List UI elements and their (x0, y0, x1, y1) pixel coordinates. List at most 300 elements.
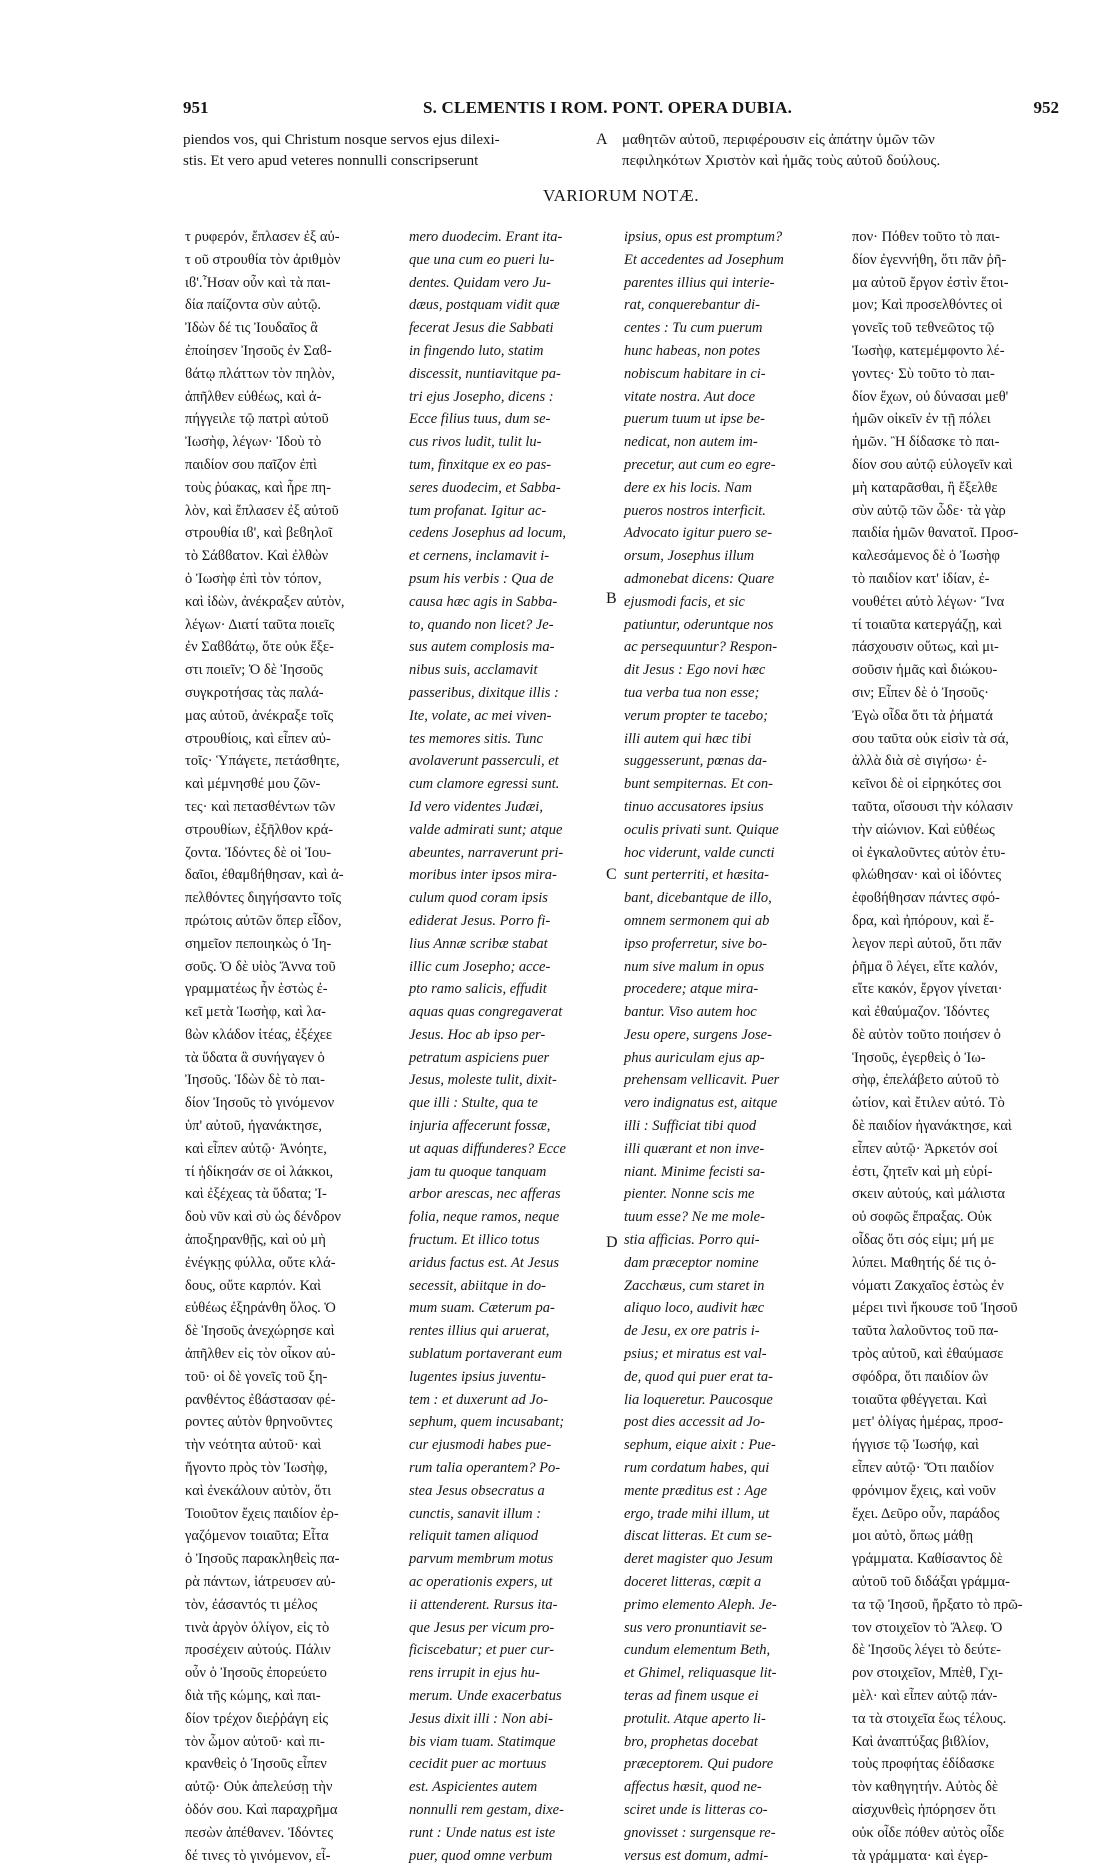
text-line: mero duodecim. Erant ita- (409, 229, 563, 245)
text-line: νόματι Ζακχαῖος ἑστὼς ἐν (852, 1277, 1004, 1294)
text-line: ἐν Σαϐϐάτῳ, ὅτε οὐκ ἔξε- (185, 639, 334, 656)
text-line: nobiscum habitare in ci- (624, 365, 766, 382)
text-line: σιν; Εἶπεν δὲ ὁ Ἰησοῦς· (852, 684, 989, 701)
text-line: bant, dicebantque de illo, (624, 890, 772, 907)
text-line: κρανθεὶς ὁ Ἰησοῦς εἶπεν (185, 1756, 327, 1773)
running-title: S. CLEMENTIS I ROM. PONT. OPERA DUBIA. (423, 98, 793, 117)
text-line: nedicat, non autem im- (624, 434, 758, 451)
text-line: cur ejusmodi habes pue- (409, 1437, 552, 1454)
text-line: psius; et miratus est val- (624, 1346, 767, 1363)
text-line: ἤγοντο πρὸς τὸν Ἰωσὴφ, (185, 1460, 328, 1477)
text-line: λὸν, καὶ ἔπλασεν ἐξ αὐτοῦ (185, 502, 339, 519)
column-greek-right (852, 226, 1060, 1864)
text-line: πήγγειλε τῷ πατρὶ αὐτοῦ (185, 411, 329, 428)
text-line: seres duodecim, et Sabba- (409, 479, 561, 496)
page-number-right: 952 (1033, 98, 1059, 117)
text-line: Ἰδὼν δέ τις Ἰουδαῖος ἃ (185, 320, 318, 337)
section-marker-a: A (596, 131, 608, 148)
text-line: στρουθία ιϐ', καὶ βεϐηλοῖ (185, 525, 333, 542)
text-line: rum talia operantem? Po- (409, 1460, 561, 1477)
text-line: τον στοιχεῖον τὸ Ἄλεφ. Ὁ (852, 1619, 1003, 1636)
text-line: δίον τρέχον διεῤῥάγη εἰς (185, 1710, 329, 1727)
text-line: post dies accessit ad Jo- (624, 1414, 765, 1431)
text-line: Advocato igitur puero se- (624, 525, 773, 542)
text-line: mente præditus est : Age (624, 1482, 768, 1499)
top-text-greek (622, 130, 1059, 172)
text-line: σοῦσιν ἡμᾶς καὶ διώκου- (852, 662, 998, 679)
text-line: ediderat Jesus. Porro fi- (409, 912, 551, 929)
text-line: rat, conquerebantur di- (624, 297, 760, 314)
text-line: orsum, Josephus illum (624, 548, 755, 565)
text-line: ὑπ' αὐτοῦ, ἠγανάκτησε, (185, 1118, 323, 1135)
text-line: εἴτε κακόν, ἔργον γίνεται· (852, 981, 1003, 998)
text-line: injuria affecerunt fossæ, (409, 1118, 551, 1135)
text-line: psum his verbis : Qua de (409, 570, 554, 587)
text-line: δίον σου αὐτῷ εὐλογεῖν καὶ (852, 456, 1013, 473)
text-line: teras ad finem usque ei (624, 1688, 759, 1704)
text-line: Ἰησοῦς, ἐγερθεὶς ὁ Ἰω- (852, 1049, 986, 1066)
text-line: arbor arescas, nec afferas (409, 1186, 561, 1203)
section-marker-d: D (606, 1234, 618, 1251)
text-line: σὴφ, ἐπελάβετο αὐτοῦ τὸ (852, 1072, 1000, 1089)
text-line: tuum esse? Ne me mole- (624, 1209, 765, 1226)
text-line: αὐτῷ· Οὐκ ἀπελεύσῃ τὴν (185, 1779, 333, 1796)
text-line: λεγον περὶ αὐτοῦ, ὅτι πᾶν (852, 935, 1002, 952)
text-line: dere ex his locis. Nam (624, 479, 752, 496)
text-line: procedere; atque mira- (624, 981, 759, 998)
text-line: to, quando non licet? Je- (409, 616, 554, 633)
text-line: primo elemento Aleph. Je- (624, 1596, 777, 1613)
text-line: Et accedentes ad Josephum (624, 251, 784, 268)
text-line: ac persequuntur? Respon- (624, 639, 778, 656)
text-line: runt : Unde natus est iste (409, 1824, 556, 1841)
text-line: νουθέτει αὐτὸ λέγων· Ἵνα (852, 593, 1005, 610)
text-line: ac operationis expers, ut (409, 1574, 553, 1591)
text-line: puer, quod omne verbum (409, 1847, 553, 1864)
text-line: οὐ σοφῶς ἔπραξας. Οὐκ (852, 1209, 993, 1226)
text-line: et Ghimel, reliquasque lit- (624, 1665, 777, 1682)
text-line: ficiscebatur; et puer cur- (409, 1642, 555, 1659)
column-latin-right (624, 226, 842, 1864)
text-line: pueros nostros interficit. (624, 502, 766, 519)
text-line: αἰσχυνθεὶς ἠπόρησεν ὅτι (852, 1801, 996, 1818)
text-line: sus vero pronuntiavit se- (624, 1619, 767, 1636)
text-line: δέ τινες τὸ γινόμενον, εἶ- (185, 1847, 331, 1864)
text-line: ἡμῶν οἰκεῖν ἐν τῇ πόλει (852, 411, 991, 428)
text-line: ταῦτα, οἴσουσι τὴν κόλασιν (852, 798, 1013, 815)
column-greek-left (185, 226, 399, 1864)
text-line: ipsius, opus est promptum? (624, 229, 783, 245)
text-line: sunt perterriti, et hæsita- (624, 867, 769, 884)
text-line: Ite, volate, ac mei viven- (409, 707, 552, 724)
text-line: tri ejus Josepho, dicens : (409, 388, 554, 405)
text-line: Ἐγὼ οἶδα ὅτι τὰ ῥήματά (852, 707, 993, 724)
text-line: ὁ Ἰωσὴφ ἐπὶ τὸν τόπον, (185, 570, 322, 587)
text-line: Καὶ ἀναπτύξας βιϐλίον, (852, 1733, 990, 1750)
text-line: εἶπεν αὐτῷ· Ἀρκετόν σοί (852, 1140, 998, 1157)
text-line: bro, prophetas docebat (624, 1733, 758, 1750)
text-line: admonebat dicens: Quare (624, 570, 775, 587)
text-line: γράμματα. Καθίσαντος δὲ (852, 1551, 1003, 1568)
text-line: μον; Καὶ προσελθόντες οἱ (852, 297, 1003, 314)
text-line: Jesus dixit illi : Non abi- (409, 1710, 553, 1727)
text-line: phus auriculam ejus ap- (624, 1049, 765, 1066)
text-line: lugentes ipsius juventu- (409, 1368, 546, 1385)
text-line: Ἰωσὴφ, κατεμέμφοντο λέ- (852, 342, 1005, 359)
text-line: tinuo accusatores ipsius (624, 798, 764, 815)
text-line: suggesserunt, pœnas da- (624, 753, 767, 770)
text-line: deret magister quo Jesum (624, 1551, 773, 1568)
text-line: καὶ ἐξέχεας τὰ ὕδατα; Ἰ- (185, 1186, 327, 1203)
text-line: τί τοιαῦτα κατεργάζῃ, καὶ (852, 616, 1002, 633)
text-line: τὸν καθηγητήν. Αὐτὸς δὲ (852, 1779, 998, 1796)
text-line: cundum elementum Beth, (624, 1642, 771, 1659)
text-line: Zacchæus, cum staret in (624, 1277, 765, 1294)
text-line: ϐὼν κλάδον ἰτέας, ἐξέχεε (185, 1026, 332, 1043)
text-line: est. Aspicientes autem (409, 1779, 538, 1796)
text-line: de, quod qui puer erat ta- (624, 1368, 774, 1385)
text-line: aquas quas congregaverat (409, 1004, 563, 1021)
text-line: que Jesus per vicum pro- (409, 1619, 555, 1636)
text-line: causa hæc agis in Sabba- (409, 593, 558, 610)
text-line: nibus suis, acclamavit (409, 662, 538, 679)
text-line: doceret litteras, cœpit a (624, 1574, 762, 1591)
text-line: tem : et duxerunt ad Jo- (409, 1391, 548, 1408)
text-line: τ οῦ στρουθία τὸν ἀριθμὸν (185, 251, 341, 268)
text-line: rens irrupit in ejus hu- (409, 1665, 540, 1682)
text-line: δία παίζοντα σὺν αὐτῷ. (185, 297, 322, 314)
text-line: precetur, aut cum eo egre- (624, 456, 776, 473)
text-line: discessit, nuntiavitque pa- (409, 365, 561, 382)
text-line: δους, οὔτε καρπόν. Καὶ (185, 1277, 322, 1294)
text-line: ταῦτα λαλοῦντος τοῦ πα- (852, 1323, 999, 1340)
section-heading: VARIORUM NOTÆ. (543, 186, 699, 205)
text-line: τοὺς προφήτας ἐδίδασκε (852, 1756, 995, 1773)
text-line: τὰ ὕδατα ἃ συνήγαγεν ὁ (185, 1049, 325, 1066)
text-line: τοῖς· Ὑπάγετε, πετάσθητε, (185, 753, 340, 770)
text-line: σὺν αὐτῷ τῶν ὧδε· τὰ γὰρ (852, 502, 1006, 519)
text-line: passeribus, dixitque illis : (409, 684, 559, 701)
text-line: sublatum portaverant eum (409, 1346, 563, 1363)
text-line: pto ramo salicis, effudit (409, 981, 547, 998)
text-line: parentes illius qui interie- (624, 274, 775, 291)
text-line: σου ταῦτα οὐκ εἰσὶν τὰ σά, (852, 730, 1009, 747)
top-text-line: stis. Et vero apud veteres nonnulli conscripserunt (183, 153, 479, 169)
text-line: μετ' ὀλίγας ἡμέρας, προσ- (852, 1414, 1004, 1431)
text-line: rentes illius qui aruerat, (409, 1323, 550, 1340)
text-line: lius Annæ scribæ stabat (409, 935, 548, 952)
text-line: de Jesu, ex ore patris i- (624, 1323, 760, 1340)
text-line: dit Jesus : Ego novi hæc (624, 662, 766, 679)
text-line: δὲ παιδίον ἠγανάκτησε, καὶ (852, 1118, 1012, 1135)
text-line: εἶπεν αὐτῷ· Ὅτι παιδίον (852, 1460, 994, 1477)
text-line: ἐφοϐήθησαν πάντες σφό- (852, 890, 1000, 907)
page-number-left: 951 (183, 98, 209, 117)
text-line: Ἰησοῦς. Ἰδὼν δὲ τὸ παι- (185, 1072, 325, 1089)
text-line: que una cum eo pueri lu- (409, 251, 555, 268)
text-line: jam tu quoque tanquam (409, 1163, 547, 1180)
text-line: parvum membrum motus (409, 1551, 554, 1568)
text-line: merum. Unde exacerbatus (409, 1688, 562, 1704)
text-line: ῥῆμα ὃ λέγει, εἴτε καλόν, (852, 958, 998, 975)
text-line: bis viam tuam. Statimque (409, 1733, 556, 1750)
text-line: pienter. Nonne scis me (624, 1186, 755, 1203)
text-line: μὴ καταρᾶσθαι, ἢ ἔξελθε (852, 479, 998, 496)
text-line: ἀπῆλθεν εὐθέως, καὶ ἀ- (185, 388, 322, 405)
text-line: puerum tuum ut ipse be- (624, 411, 765, 428)
text-line: illic cum Josepho; acce- (409, 958, 551, 975)
text-line: φρόνιμον ἔχεις, καὶ νοῦν (852, 1482, 996, 1499)
text-line: ζοντα. Ἰδόντες δὲ οἱ Ἰου- (185, 844, 332, 861)
text-line: σφόδρα, ὅτι παιδίον ὢν (852, 1368, 989, 1385)
text-line: κεῖνοι δὲ οἱ εἰρηκότες σοι (852, 776, 1002, 793)
text-line: dæus, postquam vidit quæ (409, 297, 560, 314)
text-line: aridus factus est. At Jesus (409, 1254, 559, 1271)
text-line: ὠτίον, καὶ ἔτιλεν αὐτό. Τὸ (852, 1095, 1005, 1112)
text-line: πρώτοις αὐτῶν ὅπερ εἶδον, (185, 912, 342, 929)
text-line: τινὰ ἀργὸν ὀλίγον, εἰς τὸ (185, 1619, 330, 1636)
text-line: culum quod coram ipsis (409, 890, 548, 907)
text-line: sus autem complosis ma- (409, 639, 555, 656)
text-line: prehensam vellicavit. Puer (624, 1072, 780, 1089)
text-line: dam præceptor nomine (624, 1254, 759, 1271)
top-text-line: πεφιληκότων Χριστὸν καὶ ἡμᾶς τοὺς αὐτοῦ δούλους. (622, 153, 941, 169)
text-line: δίον ἔχων, οὐ δύνασαι μεθ' (852, 388, 1009, 405)
text-line: τὸ Σάϐϐατον. Καὶ ἐλθὼν (185, 548, 329, 565)
text-line: nonnulli rem gestam, dixe- (409, 1801, 564, 1818)
text-line: num sive malum in opus (624, 958, 765, 975)
text-line: patiuntur, oderuntque nos (624, 616, 774, 633)
text-line: valde admirati sunt; atque (409, 821, 563, 838)
text-line: Jesu opere, surgens Jose- (624, 1026, 772, 1043)
text-line: bunt sempiternas. Et con- (624, 776, 774, 793)
text-line: στρουθίων, ἐξῆλθον κρά- (185, 821, 334, 838)
text-line: τὴν αἰώνιον. Καὶ εὐθέως (852, 821, 995, 838)
text-line: πάσχουσιν οὕτως, καὶ μι- (852, 639, 999, 656)
text-line: πελθόντες διηγήσαντο τοῖς (185, 890, 342, 907)
text-line: τὰ γράμματα· καὶ ἐγερ- (852, 1847, 989, 1864)
text-line: αὐτοῦ τοῦ διδάξαι γράμμα- (852, 1574, 1010, 1591)
text-line: μέρει τινὶ ἤκουσε τοῦ Ἰησοῦ (852, 1300, 1018, 1317)
text-line: tum profanat. Igitur ac- (409, 502, 547, 519)
text-line: moribus inter ipsos mira- (409, 867, 557, 884)
text-line: τὸν, ἐάσαντός τι μέλος (185, 1596, 318, 1613)
text-line: καὶ ἰδὼν, ἀνέκραξεν αὐτὸν, (185, 593, 345, 610)
text-line: οὖν ὁ Ἰησοῦς ἐπορεύετο (185, 1665, 327, 1682)
text-line: protulit. Atque aperto li- (624, 1710, 766, 1727)
text-line: ϐάτῳ πλάττων τὸν πηλὸν, (185, 365, 335, 382)
text-line: Jesus, moleste tulit, dixit- (409, 1072, 557, 1089)
text-line: καὶ ἐνεκάλουν αὐτὸν, ὅτι (185, 1482, 332, 1499)
text-line: niant. Minime fecisti sa- (624, 1163, 765, 1180)
text-line: δρα, καὶ ἠπόρουν, καὶ ἔ- (852, 912, 995, 929)
text-line: discat litteras. Et cum se- (624, 1528, 772, 1545)
text-line: κεῖ μετὰ Ἰωσὴφ, καὶ λα- (185, 1004, 326, 1021)
text-line: cum clamore egressi sunt. (409, 776, 560, 793)
text-line: τὴν νεότητα αὐτοῦ· καὶ (185, 1437, 322, 1454)
text-line: δὲ αὐτὸν τοῦτο ποιήσεν ὁ (852, 1026, 1001, 1043)
text-line: cedens Josephus ad locum, (409, 525, 567, 542)
text-line: fructum. Et illico totus (409, 1232, 540, 1249)
text-line: sciret unde is litteras co- (624, 1801, 768, 1818)
text-line: ρανθέντος ἐϐάστασαν φέ- (185, 1391, 336, 1408)
text-line: οἶδας ὅτι σός εἰμι; μή με (852, 1232, 995, 1249)
text-line: cus rivos ludit, tulit lu- (409, 434, 542, 451)
text-line: lia loqueretur. Paucosque (624, 1391, 773, 1408)
text-line: μοι αὐτὸ, ὅπως μάθῃ (852, 1528, 974, 1545)
text-line: ergo, trade mihi illum, ut (624, 1505, 770, 1522)
text-line: vero indignatus est, aitque (624, 1095, 778, 1112)
text-line: secessit, abiitque in do- (409, 1277, 546, 1294)
text-line: λύπει. Μαθητής δέ τις ὀ- (852, 1254, 997, 1271)
text-line: hunc habeas, non potes (624, 342, 761, 359)
text-line: ήγγισε τῷ Ἰωσήφ, καὶ (852, 1437, 979, 1454)
text-line: δοὺ νῦν καὶ σὺ ὡς δένδρον (185, 1209, 341, 1226)
text-line: δὲ Ἰησοῦς ἀνεχώρησε καὶ (185, 1323, 335, 1340)
text-line: aliquo loco, audivit hæc (624, 1300, 765, 1317)
text-line: ἐνέγκῃς φύλλα, οὔτε κλά- (185, 1254, 336, 1271)
text-line: tes memores sitis. Tunc (409, 730, 543, 747)
text-line: Τοιοῦτον ἔχεις παιδίον ἐρ- (185, 1505, 339, 1522)
text-line: avolaverunt passerculi, et (409, 753, 559, 770)
text-line: στρουθίοις, καὶ εἶπεν αὐ- (185, 730, 331, 747)
text-line: στι ποιεῖν; Ὁ δὲ Ἰησοῦς (185, 662, 323, 679)
text-line: ἡμῶν. Ἢ δίδασκε τὸ παι- (852, 434, 1000, 451)
text-line: οὐκ οἶδε πόθεν αὐτὸς οἶδε (852, 1824, 1005, 1841)
text-line: illi : Sufficiat tibi quod (624, 1118, 757, 1135)
top-text-line: μαθητῶν αὐτοῦ, περιφέρουσιν εἰς ἀπάτην ὑμῶν τῶν (622, 132, 935, 148)
text-line: ὁ Ἰησοῦς παρακληθεὶς πα- (185, 1551, 340, 1568)
text-line: ἔχει. Δεῦρο οὖν, παράδος (852, 1505, 1000, 1522)
text-line: ιϐ'.Ἦσαν οὖν καὶ τὰ παι- (185, 274, 331, 291)
section-marker-c: C (606, 866, 617, 883)
text-line: ut aquas diffunderes? Ecce (409, 1140, 566, 1157)
text-line: illi autem qui hæc tibi (624, 730, 752, 747)
text-line: rum cordatum habes, qui (624, 1460, 770, 1477)
top-text-line: piendos vos, qui Christum nosque servos ejus dilexi- (183, 132, 500, 148)
text-line: Jesus. Hoc ab ipso per- (409, 1026, 546, 1043)
text-line: abeuntes, narraverunt pri- (409, 844, 564, 861)
text-line: ii attenderent. Rursus ita- (409, 1596, 558, 1613)
text-line: σκειν αὐτούς, καὶ μάλιστα (852, 1186, 1005, 1203)
text-line: sephum, quem incusabant; (409, 1414, 565, 1431)
text-line: μὲλ· καὶ εἶπεν αὐτῷ πάν- (852, 1688, 998, 1704)
text-line: Id vero videntes Judæi, (409, 798, 543, 815)
text-line: Ecce filius tuus, dum se- (409, 411, 551, 428)
text-line: δαῖοι, ἐθαμϐήθησαν, καὶ ἀ- (185, 867, 344, 884)
text-line: dentes. Quidam vero Ju- (409, 274, 552, 291)
text-line: vitate nostra. Aut doce (624, 388, 756, 405)
text-line: οἱ ἐγκαλοῦντες αὐτὸν ἐτυ- (852, 844, 1006, 861)
text-line: cecidit puer ac mortuus (409, 1756, 547, 1773)
text-line: λέγων· Διατί ταῦτα ποιεῖς (185, 616, 335, 633)
text-line: εὐθέως ἐξηράνθη ὅλος. Ὁ (185, 1300, 336, 1317)
text-line: ἀποξηρανθῇς, καὶ οὐ μὴ (185, 1232, 326, 1249)
text-line: ρον στοιχεῖον, Μπὲθ, Γχι- (852, 1665, 1003, 1682)
section-marker-b: B (606, 590, 617, 607)
text-line: καὶ μέμνησθέ μου ζῶν- (185, 776, 321, 793)
text-line: τα τῷ Ἰησοῦ, ἤρξατο τὸ πρῶ- (852, 1596, 1023, 1613)
text-line: centes : Tu cum puerum (624, 320, 763, 337)
text-line: γραμματέως ἦν ἑστὼς ἐ- (185, 981, 328, 998)
top-text-latin (183, 130, 585, 172)
text-line: illi quærant et non inve- (624, 1140, 765, 1157)
text-line: hoc viderunt, valde cuncti (624, 844, 775, 861)
text-line: δίον ἐγεννήθη, ὅτι πᾶν ῥῆ- (852, 251, 1007, 268)
text-line: folia, neque ramos, neque (409, 1209, 560, 1226)
text-line: τί ἠδίκησάν σε οἱ λάκκοι, (185, 1163, 334, 1180)
text-line: petratum aspiciens puer (409, 1049, 550, 1066)
text-line: τὸ παιδίον κατ' ἰδίαν, ἐ- (852, 570, 990, 587)
text-line: ρὰ πάντων, ἰάτρευσεν αὐ- (185, 1574, 336, 1591)
text-line: διὰ τῆς κώμης, καὶ παι- (185, 1688, 321, 1704)
text-line: προσέχειν αὐτούς. Πάλιν (185, 1642, 331, 1659)
text-line: γαζόμενον τοιαῦτα; Εἶτα (185, 1528, 329, 1545)
text-line: reliquit tamen aliquod (409, 1528, 539, 1545)
text-line: τὸν ὦμον αὐτοῦ· καὶ πι- (185, 1733, 325, 1750)
text-line: oculis privati sunt. Quique (624, 821, 779, 838)
text-line: Ἰωσὴφ, λέγων· Ἰδοὺ τὸ (185, 434, 322, 451)
running-head (183, 98, 1059, 124)
text-line: ἀλλὰ διὰ σὲ σιγήσω· ἐ- (852, 753, 987, 770)
text-line: τοιαῦτα φθέγγεται. Καὶ (852, 1391, 987, 1408)
text-line: stia afficias. Porro qui- (624, 1232, 760, 1249)
text-line: τοὺς ῥύακας, καὶ ἦρε πη- (185, 479, 331, 496)
text-line: sephum, eique aixit : Pue- (624, 1437, 776, 1454)
text-line: τ ρυφερόν, ἔπλασεν ἐξ αὐ- (185, 229, 340, 245)
text-line: affectus hæsit, quod ne- (624, 1779, 762, 1796)
text-line: gnovisset : surgensque re- (624, 1824, 776, 1841)
text-line: σημεῖον πεποιηκὼς ὁ Ἰη- (185, 935, 332, 952)
text-line: τοῦ· οἱ δὲ γονεῖς τοῦ ξη- (185, 1368, 328, 1385)
text-line: παιδία ἡμῶν θανατοῖ. Προσ- (852, 525, 1019, 542)
text-line: ἀπῆλθεν εἰς τὸν οἶκον αὐ- (185, 1346, 336, 1363)
text-line: γοντες· Σὺ τοῦτο τὸ παι- (852, 365, 995, 382)
text-line: παιδίον σου παῖζον ἐπὶ (185, 456, 317, 473)
text-line: stea Jesus obsecratus a (409, 1482, 545, 1499)
text-line: bantur. Viso autem hoc (624, 1004, 757, 1021)
text-line: συγκροτήσας τὰς παλά- (185, 684, 324, 701)
text-line: omnem sermonem qui ab (624, 912, 770, 929)
text-line: ἐποίησεν Ἰησοῦς ἐν Σαϐ- (185, 342, 332, 359)
text-line: καὶ εἶπεν αὐτῷ· Ἀνόητε, (185, 1140, 327, 1157)
text-line: μα αὐτοῦ ἔργον ἐστὶν ἕτοι- (852, 274, 1009, 291)
text-line: γονεῖς τοῦ τεθνεῶτος τῷ (852, 320, 995, 337)
text-line: ὁδόν σου. Καὶ παραχρῆμα (185, 1801, 338, 1818)
text-line: μας αὐτοῦ, ἀνέκραξε τοῖς (185, 707, 334, 724)
text-line: δὲ Ἰησοῦς λέγει τὸ δεύτε- (852, 1642, 1002, 1659)
text-line: δίον Ἰησοῦς τὸ γινόμενον (185, 1095, 335, 1112)
text-line: ἐστι, ζητεῖν καὶ μὴ εὑρί- (852, 1163, 993, 1180)
column-latin-left (409, 226, 604, 1864)
text-line: que illi : Stulte, qua te (409, 1095, 538, 1112)
text-line: et cernens, inclamavit i- (409, 548, 550, 565)
text-line: verum propter te tacebo; (624, 707, 769, 724)
text-line: τες· καὶ πετασθέντων τῶν (185, 798, 336, 815)
text-line: φλώθησαν· καὶ οἱ ἰδόντες (852, 867, 1002, 884)
text-line: versus est domum, admi- (624, 1847, 769, 1864)
text-line: πον· Πόθεν τοῦτο τὸ παι- (852, 229, 1000, 245)
text-line: fecerat Jesus die Sabbati (409, 320, 554, 337)
text-line: καλεσάμενος δὲ ὁ Ἰωσὴφ (852, 548, 1000, 565)
text-line: σοῦς. Ὁ δὲ υἱὸς Ἄννα τοῦ (185, 958, 336, 975)
text-line: ipso proferretur, sive bo- (624, 935, 768, 952)
text-line: ροντες αὐτὸν θρηνοῦντες (185, 1414, 333, 1431)
text-line: καὶ ἐθαύμαζον. Ἰδόντες (852, 1004, 990, 1021)
text-line: tua verba tua non esse; (624, 684, 760, 701)
text-line: mum suam. Cæterum pa- (409, 1300, 555, 1317)
text-line: τρὸς αὐτοῦ, καὶ ἐθαύμασε (852, 1346, 1004, 1363)
